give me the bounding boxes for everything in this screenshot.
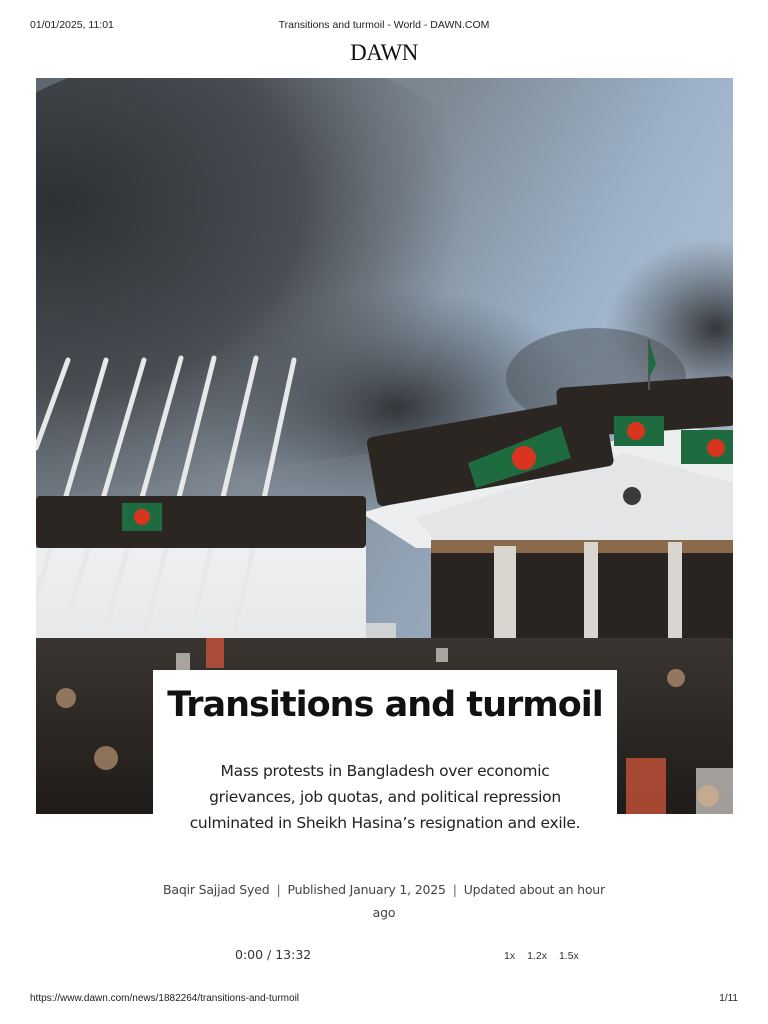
dawn-logo[interactable]: DAWN xyxy=(350,40,418,65)
speed-1x-button[interactable]: 1x xyxy=(504,950,516,962)
published-date: Published January 1, 2025 xyxy=(287,882,446,897)
byline-separator: | xyxy=(276,882,281,897)
author-link[interactable]: Baqir Sajjad Syed xyxy=(163,882,270,897)
print-document-title: Transitions and turmoil - World - DAWN.COM xyxy=(278,19,490,31)
bangladesh-flag xyxy=(614,416,664,446)
byline xyxy=(160,878,608,924)
headline-card xyxy=(153,670,617,870)
audio-time-display: 0:00 / 13:32 xyxy=(235,947,312,962)
playback-speed-controls xyxy=(504,950,591,962)
speed-1-5x-button[interactable]: 1.5x xyxy=(558,950,579,962)
bangladesh-flag-left xyxy=(122,503,162,531)
article-standfirst: Mass protests in Bangladesh over economic grievances, job quotas, and political repression culminated in Sheikh Hasina’s resignation and exile. xyxy=(189,762,581,832)
print-url: https://www.dawn.com/news/1882264/transitions-and-turmoil xyxy=(30,993,300,1004)
article-headline: Transitions and turmoil xyxy=(167,685,603,725)
byline-separator: | xyxy=(452,882,457,897)
print-footer xyxy=(30,993,738,1007)
print-header xyxy=(30,19,738,33)
updated-time: Updated about an hour ago xyxy=(372,882,605,920)
bangladesh-flag-right xyxy=(681,430,733,464)
page-number: 1/11 xyxy=(719,993,738,1004)
speed-1-2x-button[interactable]: 1.2x xyxy=(527,950,547,962)
print-datetime: 01/01/2025, 11:01 xyxy=(30,19,114,31)
